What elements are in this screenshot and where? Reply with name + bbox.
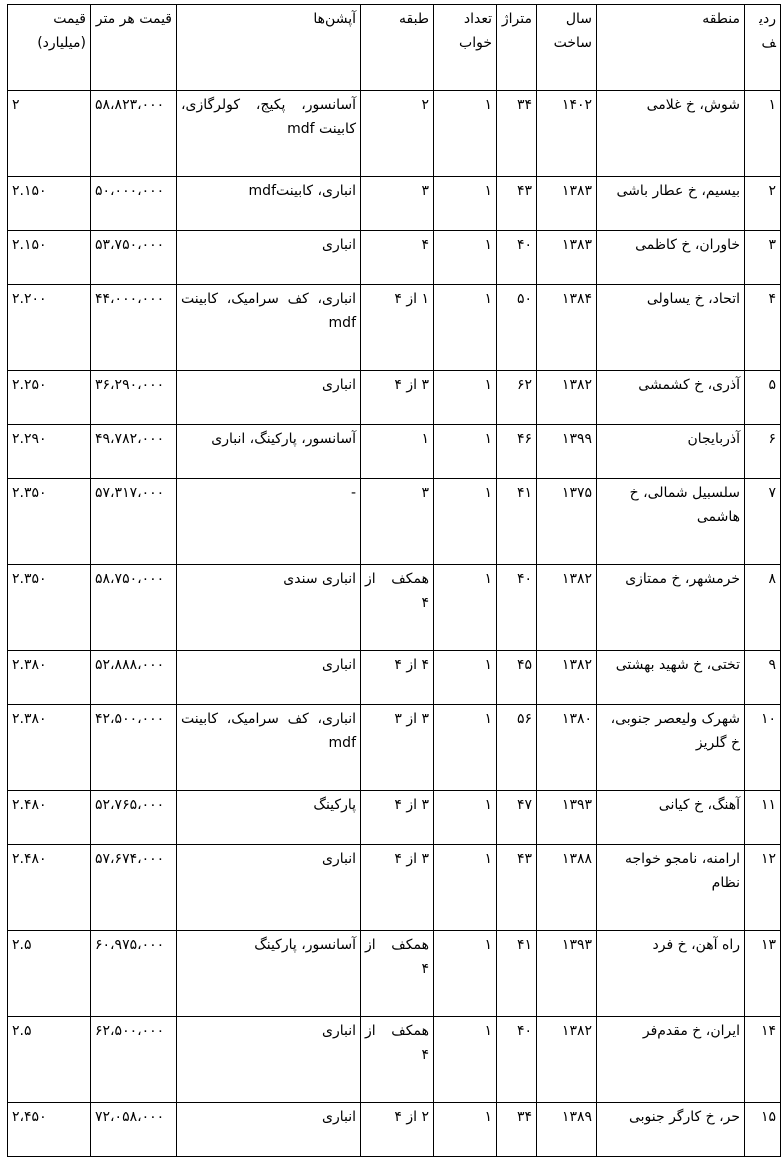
cell-year: ۱۳۹۳ [537,791,597,845]
cell-options: انباری [177,371,361,425]
cell-year: ۱۳۸۲ [537,1017,597,1103]
header-bedrooms: تعداد خواب [434,5,497,91]
cell-row-number: ۱۲ [745,845,781,931]
cell-price: ۲.۵ [8,1017,91,1103]
cell-row-number: ۱۰ [745,705,781,791]
cell-row-number: ۲ [745,177,781,231]
cell-bedrooms: ۱ [434,705,497,791]
table-row [8,1103,781,1157]
cell-price: ۲.۱۵۰ [8,177,91,231]
cell-price-per-meter: ۵۲،۸۸۸،۰۰۰ [91,651,177,705]
header-row [8,5,781,91]
cell-bedrooms: ۱ [434,791,497,845]
cell-floor: ۳ [361,479,434,565]
header-meterage: متراژ [497,5,537,91]
cell-meterage: ۴۵ [497,651,537,705]
cell-row-number: ۸ [745,565,781,651]
cell-price-per-meter: ۵۷،۶۷۴،۰۰۰ [91,845,177,931]
cell-price: ۲.۲۵۰ [8,371,91,425]
cell-price-per-meter: ۵۷،۳۱۷،۰۰۰ [91,479,177,565]
cell-year: ۱۳۸۳ [537,177,597,231]
cell-area: سلسبیل شمالی، خ هاشمی [597,479,745,565]
cell-options: - [177,479,361,565]
cell-options: انباری [177,1103,361,1157]
cell-row-number: ۶ [745,425,781,479]
cell-price-per-meter: ۷۲،۰۵۸،۰۰۰ [91,1103,177,1157]
cell-bedrooms: ۱ [434,91,497,177]
cell-bedrooms: ۱ [434,1103,497,1157]
cell-price: ۲.۳۸۰ [8,705,91,791]
cell-options: آسانسور، پارکینگ [177,931,361,1017]
cell-price: ۲.۳۸۰ [8,651,91,705]
header-area: منطقه [597,5,745,91]
table-row [8,1017,781,1103]
cell-meterage: ۴۰ [497,565,537,651]
cell-area: آذربایجان [597,425,745,479]
cell-row-number: ۴ [745,285,781,371]
cell-floor: ۳ از ۴ [361,845,434,931]
table-row [8,371,781,425]
cell-year: ۱۴۰۲ [537,91,597,177]
cell-bedrooms: ۱ [434,177,497,231]
cell-row-number: ۳ [745,231,781,285]
cell-floor: ۴ [361,231,434,285]
cell-area: راه آهن، خ فرد [597,931,745,1017]
cell-year: ۱۳۸۲ [537,371,597,425]
cell-area: خرمشهر، خ ممتازی [597,565,745,651]
cell-price: ۲،۴۵۰ [8,1103,91,1157]
cell-price: ۲.۱۵۰ [8,231,91,285]
cell-bedrooms: ۱ [434,931,497,1017]
cell-floor: ۴ از ۴ [361,651,434,705]
cell-floor: همکف از ۴ [361,931,434,1017]
cell-row-number: ۷ [745,479,781,565]
cell-bedrooms: ۱ [434,371,497,425]
cell-year: ۱۳۷۵ [537,479,597,565]
cell-options: آسانسور، پارکینگ، انباری [177,425,361,479]
table-row [8,565,781,651]
header-options: آپشن‌ها [177,5,361,91]
cell-bedrooms: ۱ [434,285,497,371]
cell-area: تختی، خ شهید بهشتی [597,651,745,705]
cell-area: خاوران، خ کاظمی [597,231,745,285]
cell-year: ۱۳۸۲ [537,565,597,651]
cell-price: ۲.۵ [8,931,91,1017]
cell-price: ۲ [8,91,91,177]
cell-area: ارامنه، نامجو خواجه نظام [597,845,745,931]
cell-options: انباری سندی [177,565,361,651]
cell-bedrooms: ۱ [434,651,497,705]
cell-options: آسانسور، پکیج، کولرگازی، کابینت mdf [177,91,361,177]
cell-price: ۲.۲۰۰ [8,285,91,371]
cell-meterage: ۴۶ [497,425,537,479]
cell-options: انباری، کف سرامیک، کابینت mdf [177,285,361,371]
cell-area: شهرک ولیعصر جنوبی، خ گلریز [597,705,745,791]
cell-row-number: ۹ [745,651,781,705]
table-row [8,705,781,791]
cell-year: ۱۳۸۴ [537,285,597,371]
cell-options: انباری [177,651,361,705]
cell-area: حر، خ کارگر جنوبی [597,1103,745,1157]
cell-price-per-meter: ۳۶،۲۹۰،۰۰۰ [91,371,177,425]
cell-floor: ۲ [361,91,434,177]
table-body [8,91,781,1157]
cell-row-number: ۱۴ [745,1017,781,1103]
cell-floor: ۲ از ۴ [361,1103,434,1157]
cell-meterage: ۴۱ [497,931,537,1017]
cell-price-per-meter: ۴۹،۷۸۲،۰۰۰ [91,425,177,479]
cell-area: بیسیم، خ عطار باشی [597,177,745,231]
cell-price: ۲.۴۸۰ [8,791,91,845]
header-row-number: ردیف [745,5,781,91]
table-row [8,651,781,705]
cell-options: انباری [177,231,361,285]
cell-meterage: ۴۳ [497,845,537,931]
cell-options: پارکینگ [177,791,361,845]
cell-bedrooms: ۱ [434,231,497,285]
cell-meterage: ۴۰ [497,231,537,285]
cell-price-per-meter: ۶۰،۹۷۵،۰۰۰ [91,931,177,1017]
cell-floor: ۳ از ۴ [361,371,434,425]
cell-row-number: ۱۱ [745,791,781,845]
cell-floor: ۱ [361,425,434,479]
cell-meterage: ۳۴ [497,1103,537,1157]
table-row [8,931,781,1017]
table-row [8,845,781,931]
cell-row-number: ۱۵ [745,1103,781,1157]
cell-bedrooms: ۱ [434,845,497,931]
cell-bedrooms: ۱ [434,425,497,479]
cell-price: ۲.۲۹۰ [8,425,91,479]
table-row [8,479,781,565]
cell-bedrooms: ۱ [434,565,497,651]
cell-year: ۱۳۸۰ [537,705,597,791]
cell-year: ۱۳۹۳ [537,931,597,1017]
header-price-per-meter: قیمت هر متر [91,5,177,91]
cell-options: انباری، کف سرامیک، کابینت mdf [177,705,361,791]
cell-bedrooms: ۱ [434,1017,497,1103]
cell-meterage: ۴۱ [497,479,537,565]
cell-meterage: ۳۴ [497,91,537,177]
cell-meterage: ۵۰ [497,285,537,371]
cell-price-per-meter: ۶۲،۵۰۰،۰۰۰ [91,1017,177,1103]
cell-meterage: ۴۷ [497,791,537,845]
cell-options: انباری، کابینتmdf [177,177,361,231]
cell-price-per-meter: ۵۸،۸۲۳،۰۰۰ [91,91,177,177]
cell-year: ۱۳۹۹ [537,425,597,479]
table-row [8,285,781,371]
cell-floor: ۳ [361,177,434,231]
cell-year: ۱۳۸۲ [537,651,597,705]
cell-price-per-meter: ۵۰،۰۰۰،۰۰۰ [91,177,177,231]
cell-year: ۱۳۸۹ [537,1103,597,1157]
table-row [8,177,781,231]
cell-row-number: ۵ [745,371,781,425]
table-row [8,231,781,285]
cell-year: ۱۳۸۸ [537,845,597,931]
cell-floor: ۳ از ۴ [361,791,434,845]
header-year: سال ساخت [537,5,597,91]
cell-row-number: ۱ [745,91,781,177]
cell-price-per-meter: ۵۳،۷۵۰،۰۰۰ [91,231,177,285]
cell-price-per-meter: ۴۴،۰۰۰،۰۰۰ [91,285,177,371]
cell-area: آذری، خ کشمشی [597,371,745,425]
cell-year: ۱۳۸۳ [537,231,597,285]
table-row [8,425,781,479]
cell-price-per-meter: ۴۲،۵۰۰،۰۰۰ [91,705,177,791]
cell-meterage: ۶۲ [497,371,537,425]
cell-area: شوش، خ غلامی [597,91,745,177]
cell-price-per-meter: ۵۸،۷۵۰،۰۰۰ [91,565,177,651]
cell-floor: همکف از ۴ [361,1017,434,1103]
cell-floor: ۱ از ۴ [361,285,434,371]
cell-floor: همکف از ۴ [361,565,434,651]
cell-area: آهنگ، خ کیانی [597,791,745,845]
cell-options: انباری [177,845,361,931]
cell-floor: ۳ از ۳ [361,705,434,791]
cell-area: ایران، خ مقدم‌فر [597,1017,745,1103]
table-row [8,791,781,845]
cell-meterage: ۴۳ [497,177,537,231]
cell-meterage: ۵۶ [497,705,537,791]
table-row [8,91,781,177]
cell-price: ۲.۴۸۰ [8,845,91,931]
cell-options: انباری [177,1017,361,1103]
listings-table [7,4,781,1157]
cell-price: ۲.۳۵۰ [8,565,91,651]
cell-area: اتحاد، خ یساولی [597,285,745,371]
cell-bedrooms: ۱ [434,479,497,565]
header-price: قیمت (میلیارد) [8,5,91,91]
cell-price-per-meter: ۵۲،۷۶۵،۰۰۰ [91,791,177,845]
header-floor: طبقه [361,5,434,91]
cell-row-number: ۱۳ [745,931,781,1017]
cell-meterage: ۴۰ [497,1017,537,1103]
cell-price: ۲.۳۵۰ [8,479,91,565]
